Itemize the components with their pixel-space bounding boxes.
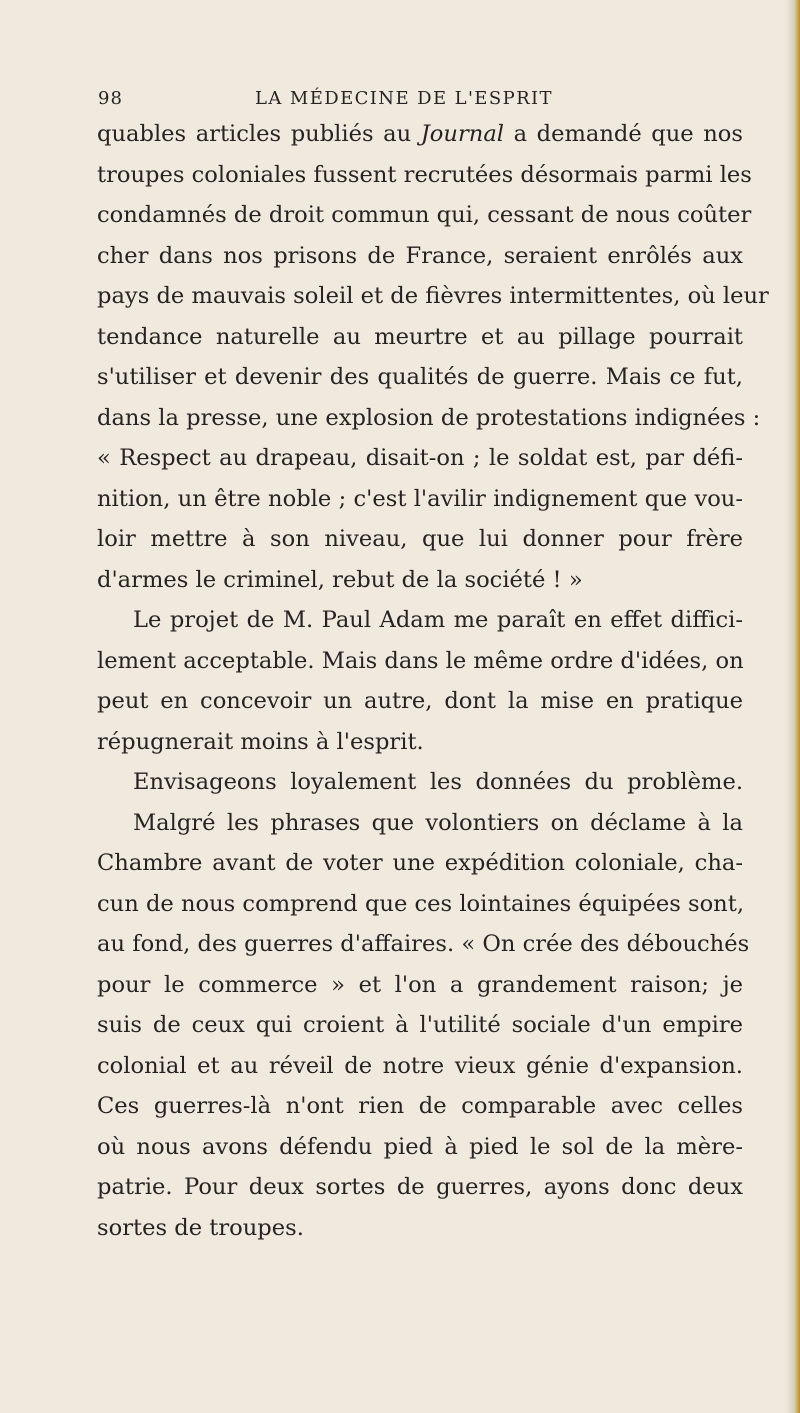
journal-title: Journal — [420, 121, 505, 147]
text-line: Chambre avant de voter une expédition coloniale, cha- — [97, 850, 743, 876]
text-line: nition, un être noble ; c'est l'avilir indignement que vou- — [97, 485, 743, 512]
text-line: répugnerait moins à l'esprit. — [97, 728, 424, 755]
body-text — [97, 114, 769, 1248]
text-line: colonial et au réveil de notre vieux génie d'expansion. — [97, 1052, 743, 1079]
page-number: 98 — [98, 88, 123, 109]
text-line: peut en concevoir un autre, dont la mise en pratique — [97, 688, 743, 714]
text-line: cher dans nos prisons de France, seraient enrôlés aux — [97, 242, 743, 269]
paragraph-start: Envisageons loyalement les données du problème. — [133, 769, 743, 795]
paragraph-start: Le projet de M. Paul Adam me paraît en effet diffici- — [133, 607, 743, 633]
text-line: patrie. Pour deux sortes de guerres, ayons donc deux — [97, 1174, 743, 1200]
text-line: pays de mauvais soleil et de fièvres intermittentes, où leur — [97, 283, 769, 309]
text-line: suis de ceux qui croient à l'utilité sociale d'un empire — [97, 1012, 743, 1038]
text-line: où nous avons défendu pied à pied le sol de la mère- — [97, 1133, 743, 1160]
page-edge — [786, 0, 800, 1413]
text-line: loir mettre à son niveau, que lui donner pour frère — [97, 526, 743, 552]
text-line: lement acceptable. Mais dans le même ordre d'idées, on — [97, 647, 744, 674]
text-line: dans la presse, une explosion de protestations indignées : — [97, 404, 761, 431]
text-line: tendance naturelle au meurtre et au pillage pourrait — [97, 323, 743, 350]
text-line: au fond, des guerres d'affaires. « On crée des débouchés — [97, 931, 750, 957]
text-line: quables articles publiés au Journal a demandé que nos — [97, 121, 743, 147]
text-line: pour le commerce » et l'on a grandement raison; je — [97, 971, 743, 998]
text-line: sortes de troupes. — [97, 1214, 304, 1241]
text-line: Ces guerres-là n'ont rien de comparable avec celles — [97, 1093, 743, 1119]
text-line: s'utiliser et devenir des qualités de guerre. Mais ce fut, — [97, 364, 743, 390]
text-line: d'armes le criminel, rebut de la société ! » — [97, 566, 583, 593]
text-line: « Respect au drapeau, disait-on ; le soldat est, par défi- — [97, 445, 743, 471]
text-line: condamnés de droit commun qui, cessant de nous coûter — [97, 202, 752, 228]
running-title: LA MÉDECINE DE L'ESPRIT — [255, 88, 553, 109]
paragraph-start: Malgré les phrases que volontiers on déclame à la — [133, 809, 743, 836]
text-line: cun de nous comprend que ces lointaines équipées sont, — [97, 890, 744, 917]
text-line: troupes coloniales fussent recrutées désormais parmi les — [97, 161, 752, 188]
